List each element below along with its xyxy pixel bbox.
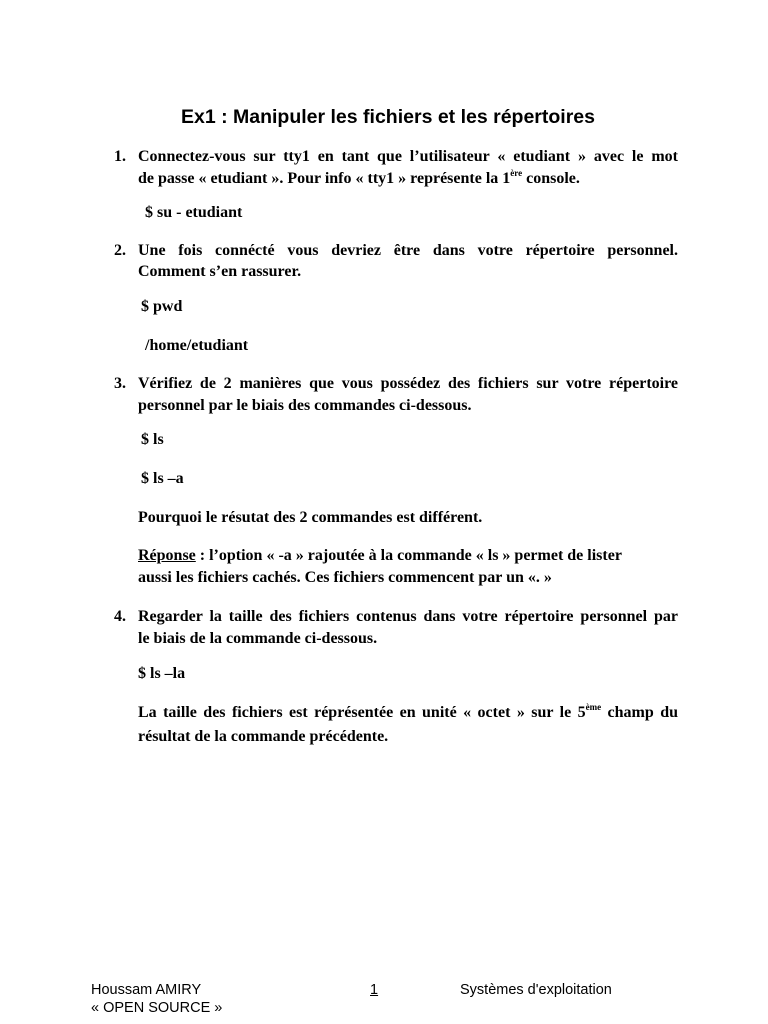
q4-line2: le biais de la commande ci-dessous. (138, 630, 378, 647)
footer-course: Systèmes d'exploitation (460, 982, 612, 998)
page-number: 1 (370, 982, 379, 998)
q1-number: 1. (114, 148, 126, 165)
q3-command-ls-a: $ ls –a (141, 470, 184, 487)
q3-number: 3. (114, 375, 126, 392)
q4-note-end: champ du (601, 704, 679, 721)
q3-line1: Vérifiez de 2 manières que vous possédez des fichiers sur votre répertoire (138, 375, 678, 392)
q2-number: 2. (114, 242, 126, 259)
q4-line1: Regarder la taille des fichiers contenus dans votre répertoire personnel par (138, 608, 678, 625)
answer-label: Réponse (138, 547, 196, 564)
q4-command: $ ls –la (138, 665, 186, 682)
q1-line2-text: de passe « etudiant ». Pour info « tty1 » représente la 1 (138, 170, 511, 187)
q3-command-ls: $ ls (141, 431, 164, 448)
q2-command: $ pwd (141, 298, 183, 315)
q4-note-line1 (138, 702, 678, 724)
q1-superscript: ère (510, 168, 523, 178)
q3-answer-line1 (138, 545, 678, 567)
q4-note-text: La taille des fichiers est réprésentée en unité « octet » sur le 5 (138, 704, 586, 721)
q3-line2: personnel par le biais des commandes ci-dessous. (138, 397, 472, 414)
q3-answer-line2: aussi les fichiers cachés. Ces fichiers commencent par un «. » (138, 569, 552, 586)
footer-subtitle: « OPEN SOURCE » (91, 1000, 223, 1016)
q2-line1: Une fois connécté vous devriez être dans votre répertoire personnel. (138, 242, 678, 259)
page-title: Ex1 : Manipuler les fichiers et les répertoires (180, 106, 595, 128)
q1-command: $ su - etudiant (145, 204, 243, 221)
q1-line2 (138, 168, 678, 190)
q4-note-line2: résultat de la commande précédente. (138, 728, 389, 745)
q1-line2-end: console. (522, 170, 580, 187)
q2-line2: Comment s’en rassurer. (138, 263, 302, 280)
footer-author: Houssam AMIRY (91, 982, 202, 998)
q1-line1: Connectez-vous sur tty1 en tant que l’utilisateur « etudiant » avec le mot (138, 148, 678, 165)
q3-question: Pourquoi le résutat des 2 commandes est différent. (138, 509, 483, 526)
answer-text: : l’option « -a » rajoutée à la commande « ls » permet de lister (195, 547, 622, 564)
q4-superscript: ème (585, 702, 602, 712)
q2-output: /home/etudiant (145, 337, 249, 354)
q4-number: 4. (114, 608, 126, 625)
